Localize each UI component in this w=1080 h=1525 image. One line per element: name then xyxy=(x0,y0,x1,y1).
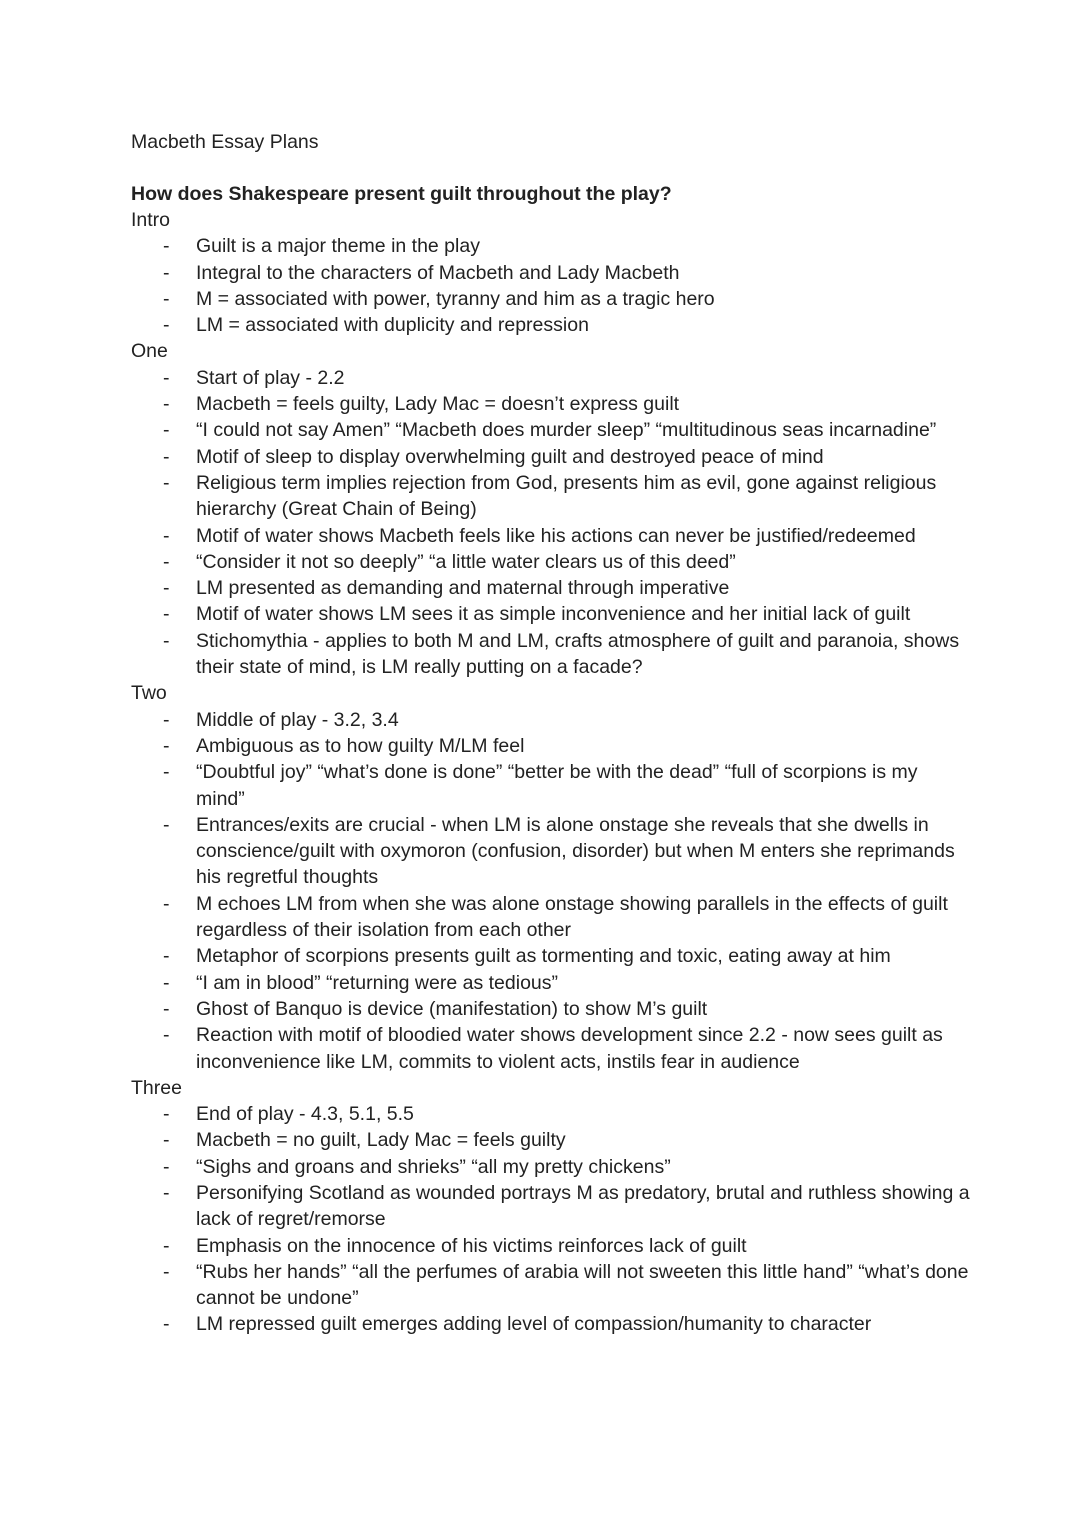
list-item xyxy=(131,1022,971,1075)
list-item xyxy=(131,260,971,286)
bullet-list xyxy=(131,365,971,681)
list-item xyxy=(131,1154,971,1180)
list-item xyxy=(131,286,971,312)
list-item xyxy=(131,312,971,338)
essay-question: How does Shakespeare present guilt throughout the play? xyxy=(131,183,672,205)
section-label: Two xyxy=(131,682,167,705)
bullet-text: Reaction with motif of bloodied water shows development since 2.2 - now sees guilt as inconvenience like LM, commits to violent acts, instils fear in audience xyxy=(196,1024,943,1073)
dash-bullet-icon: - xyxy=(163,813,170,836)
section-label: One xyxy=(131,340,168,363)
list-item xyxy=(131,1259,971,1312)
bullet-text: “Consider it not so deeply” “a little water clears us of this deed” xyxy=(196,550,736,573)
bullet-text: M echoes LM from when she was alone onstage showing parallels in the effects of guilt regardless of their isolation from each other xyxy=(196,892,948,942)
list-item xyxy=(131,759,971,812)
list-item xyxy=(131,996,971,1022)
list-item xyxy=(131,970,971,996)
dash-bullet-icon: - xyxy=(163,445,170,468)
list-item xyxy=(131,575,971,601)
dash-bullet-icon: - xyxy=(163,393,170,416)
section-label: Intro xyxy=(131,209,171,231)
section-one xyxy=(131,338,971,680)
bullet-text: Motif of sleep to display overwhelming guilt and destroyed peace of mind xyxy=(196,445,824,468)
bullet-text: LM presented as demanding and maternal through imperative xyxy=(196,577,730,600)
bullet-list xyxy=(131,707,971,1075)
bullet-text: Entrances/exits are crucial - when LM is alone onstage she reveals that she dwells in conscience/guilt with oxymoron (confusion, disorder) but when M enters she reprimands his regretful thoughts xyxy=(196,813,955,889)
dash-bullet-icon: - xyxy=(163,1103,170,1126)
list-item xyxy=(131,417,971,443)
dash-bullet-icon: - xyxy=(163,1181,170,1204)
dash-bullet-icon: - xyxy=(163,603,170,626)
dash-bullet-icon: - xyxy=(163,1024,170,1047)
list-item xyxy=(131,707,971,733)
bullet-text: Motif of water shows LM sees it as simple inconvenience and her initial lack of guilt xyxy=(196,603,911,626)
list-item xyxy=(131,1311,971,1337)
dash-bullet-icon: - xyxy=(163,1234,170,1257)
dash-bullet-icon: - xyxy=(163,1260,170,1283)
section-label: Three xyxy=(131,1076,182,1099)
dash-bullet-icon: - xyxy=(163,314,170,337)
dash-bullet-icon: - xyxy=(163,945,170,968)
bullet-text: Emphasis on the innocence of his victims reinforces lack of guilt xyxy=(196,1234,747,1257)
bullet-text: Middle of play - 3.2, 3.4 xyxy=(196,708,399,731)
bullet-text: Start of play - 2.2 xyxy=(196,366,345,389)
list-item xyxy=(131,1101,971,1127)
bullet-text: Macbeth = feels guilty, Lady Mac = doesn’t express guilt xyxy=(196,393,680,416)
document-title: Macbeth Essay Plans xyxy=(131,131,319,153)
bullet-text: Religious term implies rejection from God, presents him as evil, gone against religious hierarchy (Great Chain of Being) xyxy=(196,471,937,521)
dash-bullet-icon: - xyxy=(163,471,170,494)
blank-line xyxy=(131,155,971,181)
list-item xyxy=(131,628,971,681)
dash-bullet-icon: - xyxy=(163,997,170,1020)
dash-bullet-icon: - xyxy=(163,971,170,994)
dash-bullet-icon: - xyxy=(163,1155,170,1178)
dash-bullet-icon: - xyxy=(163,577,170,600)
dash-bullet-icon: - xyxy=(163,287,170,310)
list-item xyxy=(131,391,971,417)
bullet-text: M = associated with power, tyranny and him as a tragic hero xyxy=(196,287,715,310)
section-two xyxy=(131,680,971,1074)
list-item xyxy=(131,1180,971,1233)
bullet-text: “Sighs and groans and shrieks” “all my pretty chickens” xyxy=(196,1155,671,1178)
list-item xyxy=(131,444,971,470)
dash-bullet-icon: - xyxy=(163,550,170,573)
section-three xyxy=(131,1075,971,1338)
bullet-text: Integral to the characters of Macbeth and Lady Macbeth xyxy=(196,261,680,284)
bullet-text: Motif of water shows Macbeth feels like his actions can never be justified/redeemed xyxy=(196,524,916,547)
list-item xyxy=(131,365,971,391)
bullet-text: Personifying Scotland as wounded portrays M as predatory, brutal and ruthless showing a lack of regret/remorse xyxy=(196,1181,970,1231)
bullet-text: End of play - 4.3, 5.1, 5.5 xyxy=(196,1103,414,1126)
list-item xyxy=(131,1233,971,1259)
bullet-text: Ghost of Banquo is device (manifestation) to show M’s guilt xyxy=(196,997,708,1020)
dash-bullet-icon: - xyxy=(163,366,170,389)
list-item xyxy=(131,891,971,944)
bullet-list xyxy=(131,1101,971,1338)
bullet-text: LM repressed guilt emerges adding level of compassion/humanity to character xyxy=(196,1313,872,1336)
essay-sections xyxy=(131,207,971,1338)
bullet-text: “Rubs her hands” “all the perfumes of arabia will not sweeten this little hand” “what’s done cannot be undone” xyxy=(196,1260,969,1310)
bullet-text: Metaphor of scorpions presents guilt as tormenting and toxic, eating away at him xyxy=(196,945,891,968)
dash-bullet-icon: - xyxy=(163,235,170,258)
dash-bullet-icon: - xyxy=(163,419,170,442)
bullet-text: Ambiguous as to how guilty M/LM feel xyxy=(196,734,525,757)
dash-bullet-icon: - xyxy=(163,734,170,757)
list-item xyxy=(131,1127,971,1153)
list-item xyxy=(131,470,971,523)
bullet-text: Guilt is a major theme in the play xyxy=(196,235,480,258)
bullet-list xyxy=(131,233,971,338)
section-intro xyxy=(131,207,971,338)
list-item xyxy=(131,523,971,549)
list-item xyxy=(131,233,971,259)
bullet-text: Stichomythia - applies to both M and LM, crafts atmosphere of guilt and paranoia, shows their state of mind, is LM really putting on a facade? xyxy=(196,629,960,679)
list-item xyxy=(131,943,971,969)
bullet-text: “I am in blood” “returning were as tedious” xyxy=(196,971,558,994)
list-item xyxy=(131,733,971,759)
list-item xyxy=(131,812,971,891)
dash-bullet-icon: - xyxy=(163,524,170,547)
dash-bullet-icon: - xyxy=(163,761,170,784)
list-item xyxy=(131,601,971,627)
bullet-text: “Doubtful joy” “what’s done is done” “better be with the dead” “full of scorpions is my mind” xyxy=(196,761,918,810)
dash-bullet-icon: - xyxy=(163,708,170,731)
document-page xyxy=(131,129,971,1338)
dash-bullet-icon: - xyxy=(163,1129,170,1152)
bullet-text: “I could not say Amen” “Macbeth does murder sleep” “multitudinous seas incarnadine” xyxy=(196,419,937,442)
dash-bullet-icon: - xyxy=(163,1313,170,1336)
dash-bullet-icon: - xyxy=(163,629,170,652)
dash-bullet-icon: - xyxy=(163,261,170,284)
bullet-text: Macbeth = no guilt, Lady Mac = feels guilty xyxy=(196,1129,566,1152)
bullet-text: LM = associated with duplicity and repression xyxy=(196,314,589,337)
dash-bullet-icon: - xyxy=(163,892,170,915)
list-item xyxy=(131,549,971,575)
